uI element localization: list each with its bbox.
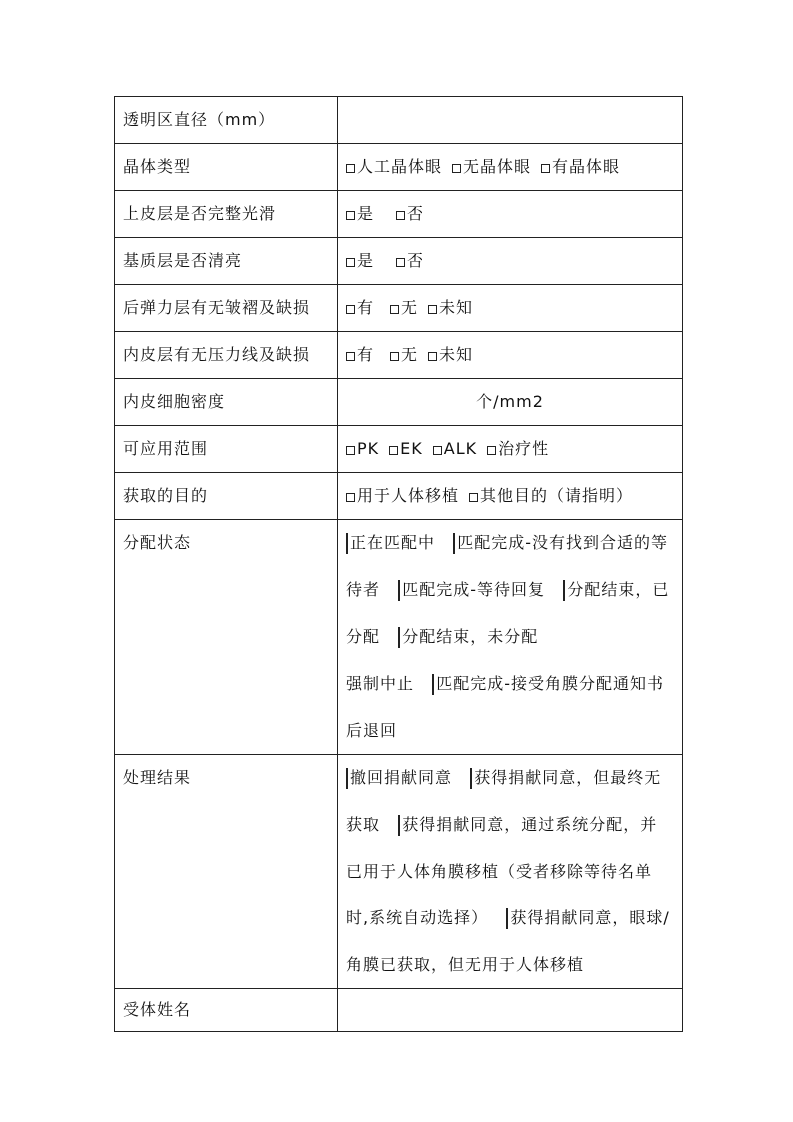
option[interactable]: 分配结束，未分配 [398,627,538,646]
checkbox-icon[interactable] [346,493,355,502]
row-label: 上皮层是否完整光滑 [115,191,338,238]
table-row [115,238,683,285]
table-row [115,191,683,238]
row-label: 透明区直径（mm） [115,97,338,144]
table-row [115,285,683,332]
row-label: 受体姓名 [115,989,338,1032]
application-options [338,426,683,473]
checkbox-icon[interactable] [346,768,348,789]
checkbox-icon[interactable] [398,580,400,601]
checkbox-icon[interactable] [469,493,478,502]
endothelium-options [338,332,683,379]
processing-result-options [338,755,683,989]
option[interactable]: ALK [433,439,477,458]
option[interactable]: 是 [346,204,374,223]
checkbox-icon[interactable] [346,533,348,554]
checkbox-icon[interactable] [452,164,461,173]
option[interactable]: EK [389,439,423,458]
table-row [115,97,683,144]
clear-zone-diameter-field[interactable] [338,97,683,144]
option[interactable]: 无晶体眼 [452,157,531,176]
table-row [115,989,683,1032]
option[interactable]: PK [346,439,379,458]
checkbox-icon[interactable] [453,533,455,554]
checkbox-icon[interactable] [346,211,355,220]
checkbox-icon[interactable] [433,446,442,455]
table-row [115,520,683,755]
checkbox-icon[interactable] [541,164,550,173]
endothelial-density-field[interactable] [338,379,683,426]
option[interactable]: 匹配完成-接受角膜分配通知书后退回 [346,674,665,740]
recipient-name-field[interactable] [338,989,683,1032]
table-row [115,332,683,379]
row-label: 处理结果 [115,755,338,989]
option[interactable]: 无 [390,345,418,364]
table-row [115,755,683,989]
row-label: 内皮细胞密度 [115,379,338,426]
checkbox-icon[interactable] [506,908,508,929]
option[interactable]: 人工晶体眼 [346,157,442,176]
option[interactable]: 获得捐献同意，眼球/角膜已获取，但无用于人体移植 [346,908,670,974]
purpose-options [338,473,683,520]
table-row [115,473,683,520]
option[interactable]: 用于人体移植 [346,486,459,505]
epithelium-options [338,191,683,238]
option[interactable]: 有 [346,298,374,317]
stroma-options [338,238,683,285]
checkbox-icon[interactable] [487,446,496,455]
row-label: 可应用范围 [115,426,338,473]
row-label: 后弹力层有无皱褶及缺损 [115,285,338,332]
option[interactable]: 有 [346,345,374,364]
checkbox-icon[interactable] [470,768,472,789]
checkbox-icon[interactable] [398,627,400,648]
row-label: 分配状态 [115,520,338,755]
table-row [115,144,683,191]
option[interactable]: 分配结束，已分配 [346,580,670,646]
checkbox-icon[interactable] [398,815,400,836]
checkbox-icon[interactable] [346,164,355,173]
checkbox-icon[interactable] [396,258,405,267]
checkbox-icon[interactable] [428,305,437,314]
checkbox-icon[interactable] [346,258,355,267]
option[interactable]: 有晶体眼 [541,157,620,176]
checkbox-icon[interactable] [390,305,399,314]
option[interactable]: 其他目的（请指明） [469,486,633,505]
allocation-status-options [338,520,683,755]
table-row [115,426,683,473]
checkbox-icon[interactable] [428,352,437,361]
lens-type-options [338,144,683,191]
table-row [115,379,683,426]
row-label: 获取的目的 [115,473,338,520]
option[interactable]: 强制中止 [346,674,415,693]
option[interactable]: 获得捐献同意，但最终无获取 [346,768,662,834]
checkbox-icon[interactable] [396,211,405,220]
checkbox-icon[interactable] [346,446,355,455]
option[interactable]: 正在匹配中 [346,533,435,552]
checkbox-icon[interactable] [346,305,355,314]
option[interactable]: 获得捐献同意，通过系统分配，并已用于人体角膜移植（受者移除等待名单时,系统自动选择） [346,815,658,927]
descemet-options [338,285,683,332]
checkbox-icon[interactable] [432,674,434,695]
checkbox-icon[interactable] [563,580,565,601]
option[interactable]: 匹配完成-没有找到合适的等待者 [346,533,669,599]
row-label: 基质层是否清亮 [115,238,338,285]
option[interactable]: 治疗性 [487,439,549,458]
checkbox-icon[interactable] [390,352,399,361]
option[interactable]: 无 [390,298,418,317]
row-label: 内皮层有无压力线及缺损 [115,332,338,379]
density-unit: 个/mm2 [476,392,544,411]
option[interactable]: 未知 [428,345,473,364]
option[interactable]: 是 [346,251,374,270]
option[interactable]: 否 [396,251,424,270]
checkbox-icon[interactable] [346,352,355,361]
row-label: 晶体类型 [115,144,338,191]
cornea-info-table [114,96,683,1032]
option[interactable]: 否 [396,204,424,223]
option[interactable]: 匹配完成-等待回复 [398,580,545,599]
checkbox-icon[interactable] [389,446,398,455]
option[interactable]: 未知 [428,298,473,317]
option[interactable]: 撤回捐献同意 [346,768,452,787]
